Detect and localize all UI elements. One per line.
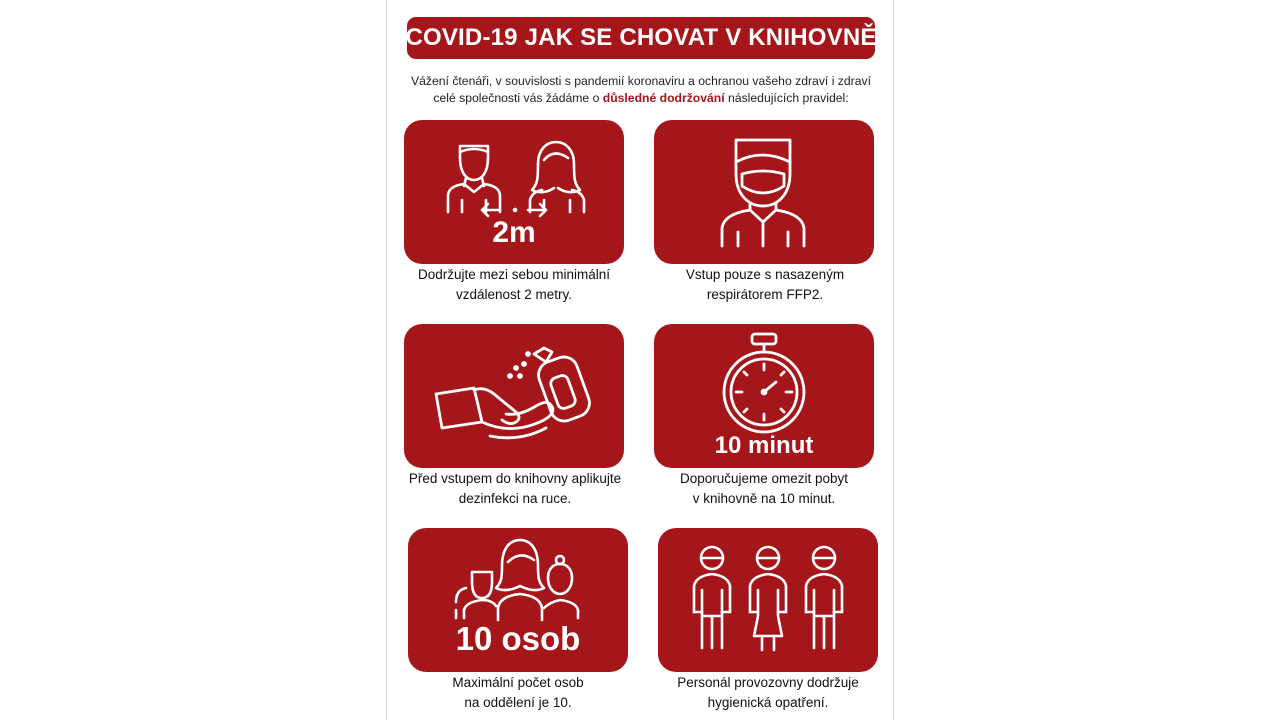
rule-caption-group <box>388 673 648 713</box>
caption-line: vzdálenost 2 metry. <box>455 287 573 302</box>
intro-text <box>409 73 873 107</box>
rule-caption-respirator <box>635 265 895 305</box>
caption-line: Doporučujeme omezit pobyt <box>679 471 849 486</box>
rule-caption-staff <box>638 673 898 713</box>
caption-line: na oddělení je 10. <box>464 695 572 710</box>
caption-line: v knihovně na 10 minut. <box>692 491 836 506</box>
rule-caption-distance <box>387 265 641 305</box>
caption-line: dezinfekci na ruce. <box>458 491 572 506</box>
capacity-label: 10 osob <box>455 620 581 657</box>
time-label: 10 minut <box>714 432 814 459</box>
rule-caption-stopwatch <box>634 469 894 509</box>
caption-line: Vstup pouze s nasazeným <box>685 267 845 282</box>
rule-card-distance <box>404 120 624 264</box>
rule-card-respirator <box>654 120 874 264</box>
rule-card-group <box>408 528 628 672</box>
caption-line: Dodržujte mezi sebou minimální <box>417 267 611 282</box>
distance-label: 2m <box>492 216 536 249</box>
poster <box>386 0 894 720</box>
rule-card-sanitizer <box>404 324 624 468</box>
caption-line: hygienická opatření. <box>707 695 829 710</box>
poster-title: COVID-19 JAK SE CHOVAT V KNIHOVNĚ <box>407 17 875 59</box>
intro-before: Vážení čtenáři, v souvislosti s pandemií koronaviru a ochranou vašeho zdraví i zdraví celé společnosti vás žádáme o <box>411 74 871 105</box>
caption-line: Personál provozovny dodržuje <box>677 675 859 690</box>
rule-card-stopwatch <box>654 324 874 468</box>
masked-staff-icon <box>658 528 878 672</box>
intro-after: následujících pravidel: <box>728 91 849 105</box>
respirator-person-icon <box>654 120 874 264</box>
rule-card-staff <box>658 528 878 672</box>
caption-line: Před vstupem do knihovny aplikujte <box>408 471 622 486</box>
intro-emphasis: důsledné dodržování <box>602 91 725 105</box>
caption-line: Maximální počet osob <box>452 675 584 690</box>
hand-sanitizer-icon <box>404 324 624 468</box>
caption-line: respirátorem FFP2. <box>706 287 824 302</box>
rule-caption-sanitizer <box>385 469 645 509</box>
